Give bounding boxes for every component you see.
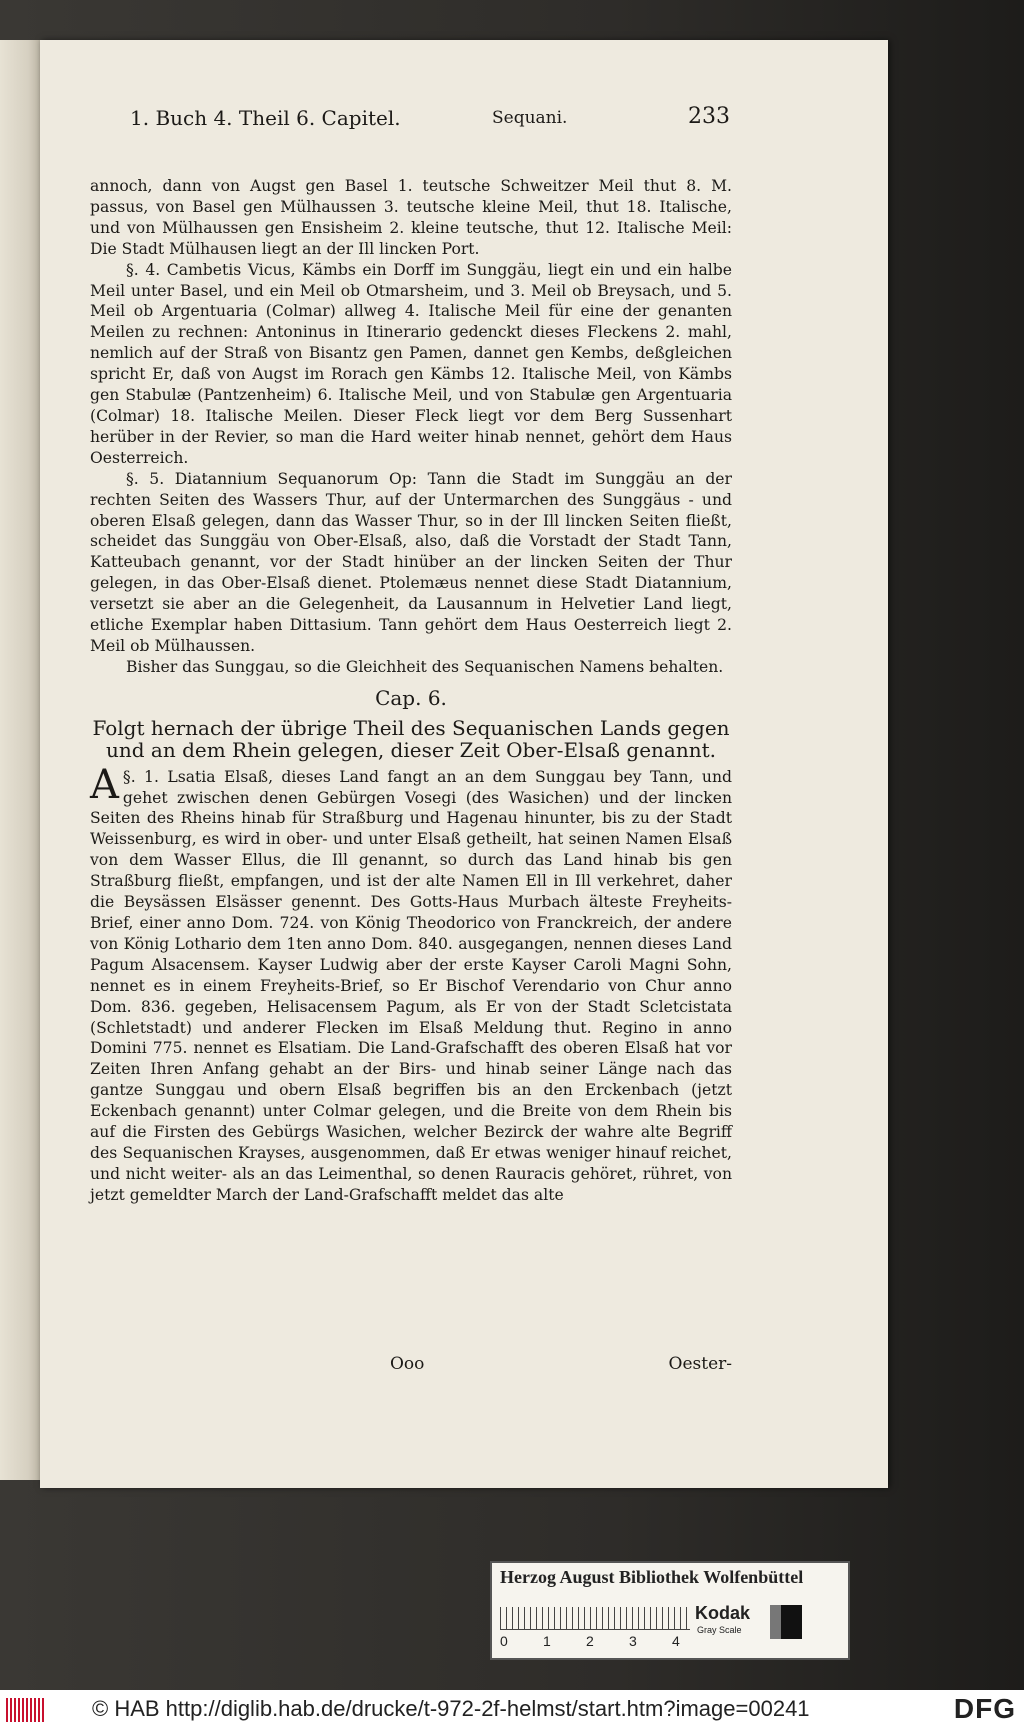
footer-bar [0, 1690, 1024, 1730]
barcode-icon [6, 1698, 46, 1722]
ruler-number: 0 [500, 1633, 508, 1649]
section-label: §. 1. [122, 767, 159, 786]
paragraph: §. 4. Cambetis Vicus, Kämbs ein Dorff im Sunggäu, liegt ein und ein halbe Meil unter Basel, und ein Meil ob Otmarsheim, und 3. Meil ob Breysach, und 5. Meil ob Argentuaria (Colmar) allweg 4. Italische Meil für eine der genanten Meilen zu rechnen: Antoninus in Itinerario gedenckt dieses Fleckens 2. mahl, nemlich auf der Straß von Bisantz gen Pamen, dannet gen Kembs, deßgleichen spricht Er, daß von Augst im Rorach gen Kämbs 12. Italische Meil, von Kämbs gen Stabulæ (Pantzenheim) 6. Italische Meil, und von Stabulæ gen Argentuaria (Colmar) 18. Italische Meilen. Dieser Fleck liegt vor dem Berg Sussenhart herüber in der Revier, so man die Hard weiter hinab nennet, gehört dem Haus Oesterreich. [90, 260, 732, 467]
color-reference-card [490, 1561, 850, 1660]
paragraph: §. 5. Diatannium Sequanorum Op: Tann die Stadt im Sunggäu an der rechten Seiten des Wassers Thur, auf der Untermarchen des Sunggäus - und oberen Elsaß gelegen, dann das Wasser Thur, so in der Ill lincken Seiten fließt, scheidet das Sunggäu von Ober-Elsaß, also, daß die Vorstadt der Stadt Tann, Katteubach genannt, vor der Stadt hinüber an der lincken Seiten der Thur gelegen, in das Ober-Elsaß dienet. Ptolemæus nennet diese Stadt Diatannium, versetzt sie aber an die Gelegenheit, da Lausannum in Helvetier Land liegt, etliche Exemplar haben Dittasium. Tann gehört dem Haus Oesterreich liegt 2. Meil ob Mülhaussen. [90, 469, 732, 655]
paragraph: annoch, dann von Augst gen Basel 1. teutsche Schweitzer Meil thut 8. M. passus, von Basel gen Mülhaussen 3. teutsche kleine Meil, thut 18. Italische, und von Mülhaussen gen Ensisheim 2. kleine teutsche, thut 12. Italische Meil: Die Stadt Mülhausen liegt an der Ill lincken Port. [90, 177, 732, 258]
kodak-subtitle: Gray Scale [697, 1625, 742, 1635]
ruler-number: 4 [672, 1633, 680, 1649]
section-title: Sequani. [492, 108, 568, 128]
section-paragraph [90, 761, 732, 1206]
section-text: Lsatia Elsaß, dieses Land fangt an an dem Sunggau bey Tann, und gehet zwischen denen Gebürgen Vosegi (des Wasichen) und der lincken Seiten des Rheins hinab für Straßburg und Hagenau hinunter, bis zu der Stadt Weissenburg, es wird in ober- und unter Elsaß getheilt, hat seinen Namen Elsaß von dem Wasser Ellus, die Ill genannt, so durch das Land hinab bis gen Straßburg fließt, empfangen, und ist der alte Namen Ell in Ill verkehret, daher die Beysässen Elsässer genennt. Des Gotts-Haus Murbach älteste Freyheits-Brief, einer anno Dom. 724. von König Theodorico von Franckreich, der andere von König Lothario dem 1ten anno Dom. 840. ausgegangen, nennen dieses Land Pagum Alsacensem. Kayser Ludwig aber der erste Kayser Caroli Magni Sohn, nennet es in einem Freyheits-Brief, so Er Bischof Verendario von Chur anno Dom. 836. gegeben, Helisacensem Pagum, als Er von der Stadt Scletcistata (Schletstadt) und anderer Flecken im Elsaß Meldung thut. Regino in anno Domini 775. nennet es Elsatiam. Die Land-Grafschafft des oberen Elsaß hat vor Zeiten Ihren Anfang gehabt an der Birs- und hinab seiner Länge nach das gantze Sunggau und obern Elsaß begriffen bis an den Erckenbach (jetzt Eckenbach genannt) unter Colmar gelegen, und die Breite von dem Rhein bis auf die Firsten des Gebürgs Wasichen, welcher Bezirck der wahre alte Begriff des Sequanischen Krayses, ausgenommen, daß Er etwas weniger hinauf reichet, und nicht weiter- als an das Leimenthal, so denen Rauracis gehöret, rühret, von jetzt gemeldter March der Land-Grafschafft meldet das alte [90, 767, 732, 1204]
previous-page-edge [0, 40, 40, 1480]
page-footer-marks [90, 1354, 732, 1378]
chapter-title: Folgt hernach der übrige Theil des Sequanischen Lands gegen und an dem Rhein gelegen, dieser Zeit Ober-Elsaß genannt. [92, 715, 730, 762]
signature-mark: Ooo [390, 1354, 425, 1374]
page-number: 233 [688, 104, 730, 129]
kodak-logo: Kodak [695, 1603, 751, 1623]
ruler-number: 2 [586, 1633, 594, 1649]
drop-capital: A [90, 761, 119, 808]
scale-ruler [500, 1607, 690, 1630]
chapter-heading: Cap. 6. [375, 685, 447, 710]
page-body [90, 176, 732, 1206]
ruler-number: 3 [629, 1633, 637, 1649]
catchword: Oester- [668, 1354, 732, 1374]
ruler-number: 1 [543, 1633, 551, 1649]
gray-swatch [770, 1605, 802, 1639]
page-header [90, 100, 730, 134]
institution-label: Herzog August Bibliothek Wolfenbüttel [500, 1567, 804, 1587]
dfg-logo: DFG [953, 1693, 1016, 1724]
source-credit[interactable]: © HAB http://diglib.hab.de/drucke/t-972-2f-helmst/start.htm?image=00241 [92, 1696, 810, 1721]
running-title: 1. Buch 4. Theil 6. Capitel. [130, 106, 401, 130]
paragraph: Bisher das Sunggau, so die Gleichheit des Sequanischen Namens behalten. [126, 657, 724, 676]
